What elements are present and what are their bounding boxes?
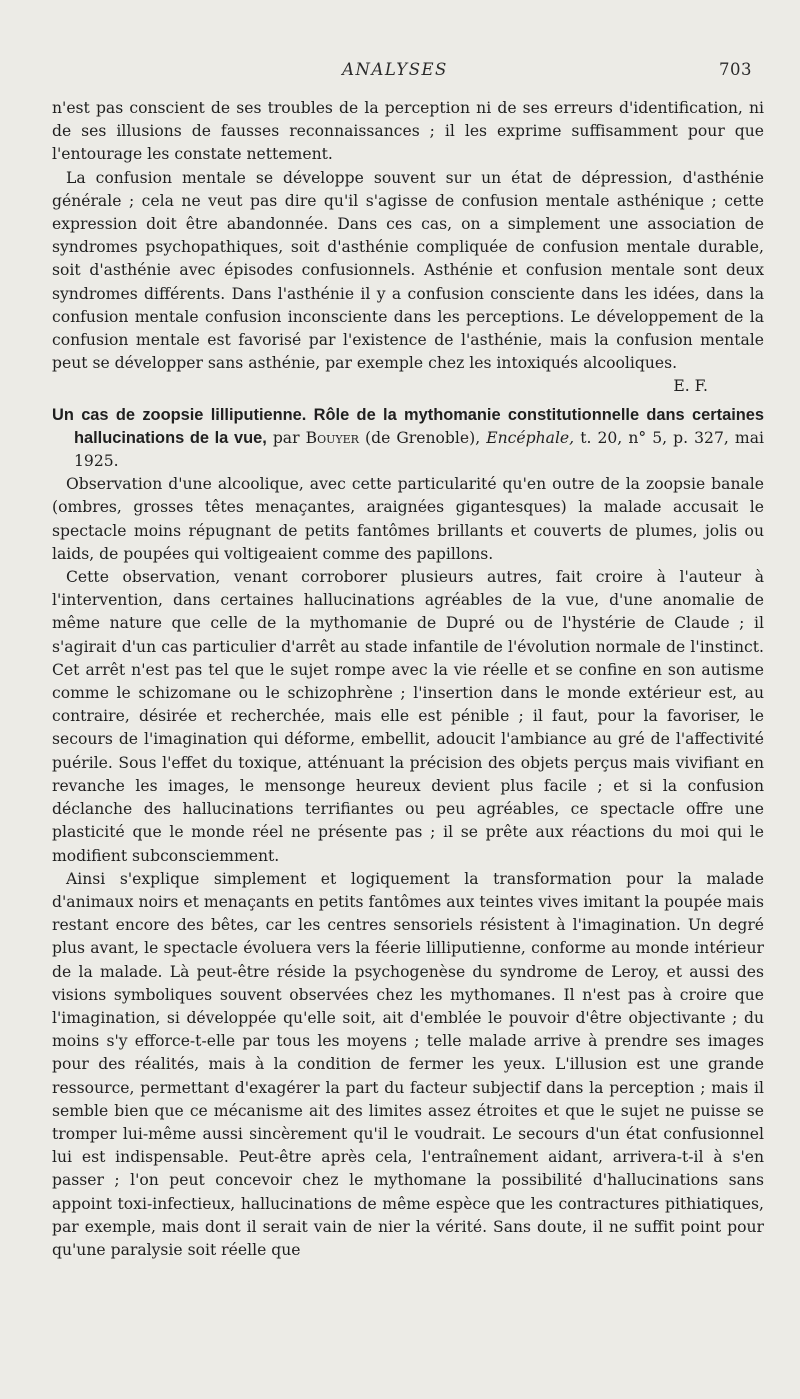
previous-review-paragraph: La confusion mentale se développe souvent sur un état de dépression, d'asthénie générale ; cela ne veut pas dire qu'il s'agisse de confusion mentale asthénique ; cette expression doit être abandonnée. Dans ces cas, on a simplement une association de syndromes psychopathiques, soit d'asthénie compliquée de confusion mentale durable, soit d'asthénie avec épisodes confusionnels. Asthénie et confusion mentale sont deux syndromes différents. Dans l'asthénie il y a confusion consciente dans les idées, dans la confusion mentale confusion inconsciente dans les perceptions. Le développement de la confusion mentale est favorisé par l'existence de l'asthénie, mais la confusion mentale peut se développer sans asthénie, par exemple chez les intoxiqués alcooliques.	[52, 168, 764, 373]
article-by: par	[272, 428, 300, 447]
page-body	[52, 97, 764, 1262]
article-author: Bouyer	[305, 428, 359, 447]
article-citation: t. 20, n° 5, p. 327, mai 1925.	[74, 428, 764, 471]
article-paragraph: Ainsi s'explique simplement et logiquement la transformation pour la malade d'animaux noirs et menaçants en petits fantômes aux teintes vives imitant la poupée mais restant encore des bêtes, car les centres sensoriels résistent à l'imagination. Un degré plus avant, le spectacle évoluera vers la féerie lilliputienne, conforme au monde intérieur de la malade. Là peut-être réside la psychogenèse du syndrome de Leroy, et aussi des visions symboliques souvent observées chez les mythomanes. Il n'est pas à croire que l'imagination, si développée qu'elle soit, ait d'emblée le pouvoir d'être objectivante ; du moins s'y efforce-t-elle par tous les moyens ; telle malade arrive à prendre ses images pour des réalités, mais à la condition de fermer les yeux. L'illusion est une grande ressource, permettant d'exagérer la part du facteur subjectif dans la perception ; mais il semble bien que ce mécanisme ait des limites assez étroites et que le sujet ne puisse se tromper lui-même aussi sincèrement qu'il le voudrait. Le secours d'un état confusionnel lui est indispensable. Peut-être après cela, l'entraînement aidant, arrivera-t-il à s'en passer ; l'on peut concevoir chez le mythomane la possibilité d'hallucinations sans appoint toxi-infectieux, hallucinations de même espèce que les contractures pithiatiques, par exemple, mais dont il serait vain de nier la vérité. Sans doute, il ne suffit point pour qu'une paralysie soit réelle que	[52, 869, 764, 1259]
running-head	[0, 60, 800, 84]
page-number: 703	[719, 60, 752, 79]
article-journal: Encéphale,	[486, 428, 575, 447]
running-title: ANALYSES	[342, 60, 448, 79]
article-paragraph: Observation d'une alcoolique, avec cette particularité qu'en outre de la zoopsie banale (ombres, grosses têtes menaçantes, araignées gigantesques) la malade accusait le spectacle moins répugnant de petits fantômes brillants et couverts de plumes, jolis ou laids, de poupées qui voltigeaient comme des papillons.	[52, 475, 764, 563]
review-signature: E. F.	[673, 377, 708, 396]
article-affiliation: (de Grenoble),	[365, 428, 481, 447]
article-heading	[52, 404, 764, 474]
article-paragraph: Cette observation, venant corroborer plusieurs autres, fait croire à l'auteur à l'intervention, dans certaines hallucinations agréables de la vue, d'une anomalie de même nature que celle de la mythomanie de Dupré ou de l'hystérie de Claude ; il s'agirait d'un cas particulier d'arrêt au stade infantile de l'évolution normale de l'instinct. Cet arrêt n'est pas tel que le sujet rompe avec la vie réelle et se confine en son autisme comme le schizomane ou le schizophrène ; l'insertion dans le monde extérieur est, au contraire, désirée et recherchée, mais elle est pénible ; il faut, pour la favoriser, le secours de l'imagination qui déforme, embellit, adoucit l'ambiance au gré de l'affectivité puérile. Sous l'effet du toxique, atténuant la précision des objets perçus mais vivifiant en revanche les images, le mensonge heureux devient plus facile ; et si la confusion déclanche des hallucinations terrifiantes ou peu agréables, ce spectacle offre une plasticité que le monde réel ne présente pas ; il se prête aux réactions du moi qui le modifient subconsciemment.	[52, 568, 764, 865]
article-title: Un cas de zoopsie lilliputienne. Rôle de la mythomanie constitutionnelle dans certaines hallucinations de la vue,	[52, 405, 764, 447]
previous-review-continuation: n'est pas conscient de ses troubles de la perception ni de ses erreurs d'identification, ni de ses illusions de fausses reconnaissances ; il les exprime suffisamment pour que l'entourage les constate nettement.	[52, 99, 764, 164]
